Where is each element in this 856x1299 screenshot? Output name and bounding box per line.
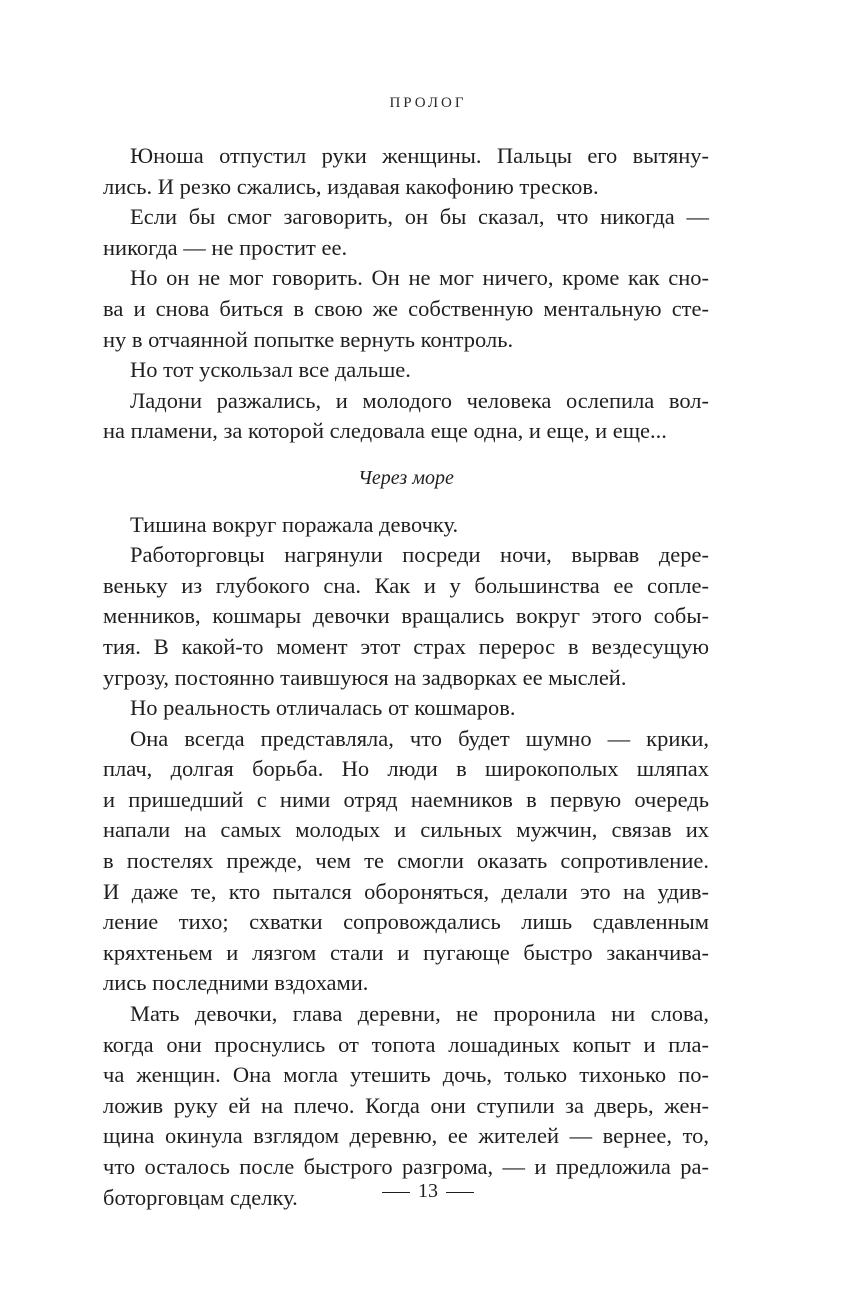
running-head: ПРОЛОГ [389, 95, 467, 111]
across-the-sea-section [103, 510, 709, 1214]
folio-dash-left [382, 1192, 410, 1194]
text-line: Если бы смог заговорить, он бы сказал, что никогда — [130, 204, 709, 230]
text-line: менников, кошмары девочки вращались вокруг этого собы- [103, 603, 709, 629]
text-line: Тишина вокруг поражала девочку. [130, 511, 459, 537]
text-line: ча женщин. Она могла утешить дочь, только тихонько по- [103, 1062, 709, 1088]
prologue-section [103, 141, 709, 447]
text-line: ну в отчаянной попытке вернуть контроль. [103, 326, 514, 352]
text-line: Работорговцы нагрянули посреди ночи, вырвав дере- [130, 542, 709, 568]
text-line: боторговцам сделку. [103, 1184, 298, 1210]
text-line: кряхтеньем и лязгом стали и пугающе быстро заканчива- [103, 939, 709, 965]
page-number-value: 13 [418, 1180, 438, 1202]
text-line: ложив руку ей на плечо. Когда они ступили за дверь, жен- [103, 1092, 709, 1118]
text-line: плач, долгая борьба. Но люди в широкополых шляпах [103, 756, 709, 782]
text-line: Ладони разжались, и молодого человека ослепила вол- [130, 387, 709, 413]
text-line: Но реальность отличалась от кошмаров. [130, 695, 516, 721]
section-title: Через море [358, 466, 454, 489]
text-line: И даже те, кто пытался обороняться, делали это на удив- [103, 878, 709, 904]
text-line: на пламени, за которой следовала еще одна, и еще, и еще... [103, 418, 667, 444]
text-line: Юноша отпустил руки женщины. Пальцы его вытяну- [130, 143, 709, 168]
text-line: и пришедший с ними отряд наемников в первую очередь [103, 786, 709, 812]
text-line: что осталось после быстрого разгрома, — и предложила ра- [103, 1154, 709, 1179]
text-line: лись. И резко сжались, издавая какофонию тресков. [103, 173, 599, 199]
text-line: Но тот ускользал все дальше. [130, 357, 411, 383]
text-line: в постелях прежде, чем те смогли оказать сопротивление. [103, 848, 709, 874]
text-line: Но он не мог говорить. Он не мог ничего, кроме как сно- [130, 265, 709, 291]
text-line: угрозу, постоянно таившуюся на задворках ее мыслей. [103, 664, 627, 690]
text-line: ление тихо; схватки сопровождались лишь сдавленным [103, 909, 709, 935]
body-text [103, 141, 709, 1213]
text-line: когда они проснулись от топота лошадиных копыт и пла- [103, 1031, 709, 1057]
text-line: Мать девочки, глава деревни, не проронила ни слова, [130, 1001, 709, 1027]
text-line: напали на самых молодых и сильных мужчин, связав их [103, 817, 709, 843]
text-line: Она всегда представляла, что будет шумно — крики, [130, 725, 709, 751]
text-line: лись последними вздохами. [103, 970, 369, 996]
folio-dash-right [446, 1192, 474, 1194]
text-line: веньку из глубокого сна. Как и у большинства ее сопле- [103, 572, 709, 598]
text-line: ва и снова биться в свою же собственную ментальную сте- [103, 295, 709, 321]
text-line: щина окинула взглядом деревню, ее жителей — вернее, то, [103, 1123, 709, 1149]
page-number [0, 1178, 856, 1204]
text-line: никогда — не простит ее. [103, 234, 348, 260]
text-line: тия. В какой-то момент этот страх перерос в вездесущую [103, 633, 709, 659]
